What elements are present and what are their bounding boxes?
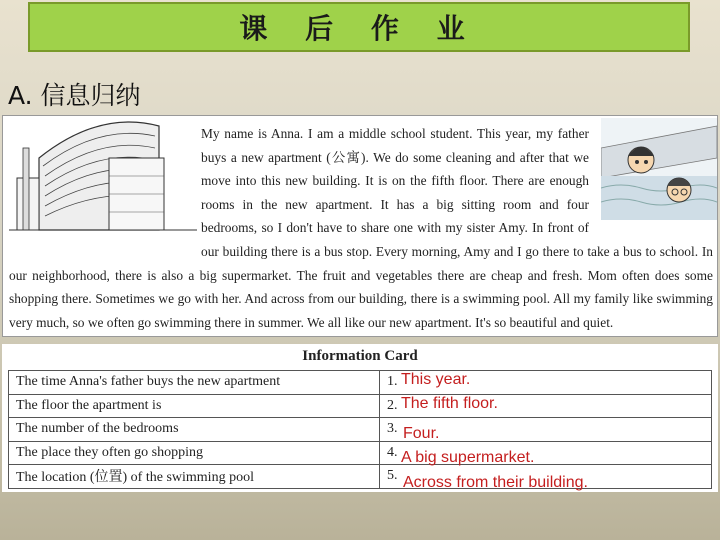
question-cell: The place they often go shopping bbox=[9, 441, 380, 465]
page-title: 课 后 作 业 bbox=[239, 12, 479, 45]
table-row bbox=[9, 394, 712, 418]
table-row bbox=[9, 418, 712, 442]
information-card bbox=[2, 344, 718, 492]
image-spacer-left bbox=[9, 122, 201, 240]
table-row bbox=[9, 371, 712, 395]
reading-passage bbox=[2, 115, 718, 337]
section-heading: A. 信息归纳 bbox=[8, 81, 141, 110]
answer-number: 5. bbox=[387, 468, 398, 484]
information-table bbox=[8, 370, 712, 489]
question-cell: The time Anna's father buys the new apartment bbox=[9, 371, 380, 395]
answer-2: The fifth floor. bbox=[401, 395, 498, 412]
passage-text: My name is Anna. I am a middle school student. This year, my father buys a new apartment (公寓). We do some cleaning and after that we move into this new building. It is on the fifth floor. There are enough rooms in the new apartment. It has a big sitting room and four bedrooms, so I don't have to share one with my sister Amy. In front of our building there is a bus stop. Every morning, Amy and I go there to take a bus to school. In our neighborhood, there is also a big supermarket. The fruit and vegetables there are cheap and fresh. Mom often does some shopping there. Sometimes we go with her. And across from our building, there is a swimming pool. All my family like swimming very much, so we often go swimming there in summer. We all like our new apartment. It's so beautiful and quiet. bbox=[9, 126, 713, 330]
question-cell: The number of the bedrooms bbox=[9, 418, 380, 442]
image-spacer-right bbox=[597, 122, 713, 220]
answer-1: This year. bbox=[401, 371, 471, 388]
card-title: Information Card bbox=[302, 348, 418, 364]
answer-number: 1. bbox=[387, 374, 398, 390]
table-row bbox=[9, 465, 712, 489]
answer-number: 2. bbox=[387, 397, 398, 413]
answer-4: A big supermarket. bbox=[401, 449, 535, 466]
question-cell: The location (位置) of the swimming pool bbox=[9, 465, 380, 489]
answer-number: 4. bbox=[387, 444, 398, 460]
table-row bbox=[9, 441, 712, 465]
answer-5: Across from their building. bbox=[403, 474, 588, 491]
answer-number: 3. bbox=[387, 421, 398, 437]
question-cell: The floor the apartment is bbox=[9, 394, 380, 418]
answer-3: Four. bbox=[403, 425, 440, 442]
title-banner bbox=[28, 2, 690, 52]
passage-text-block bbox=[9, 122, 713, 334]
